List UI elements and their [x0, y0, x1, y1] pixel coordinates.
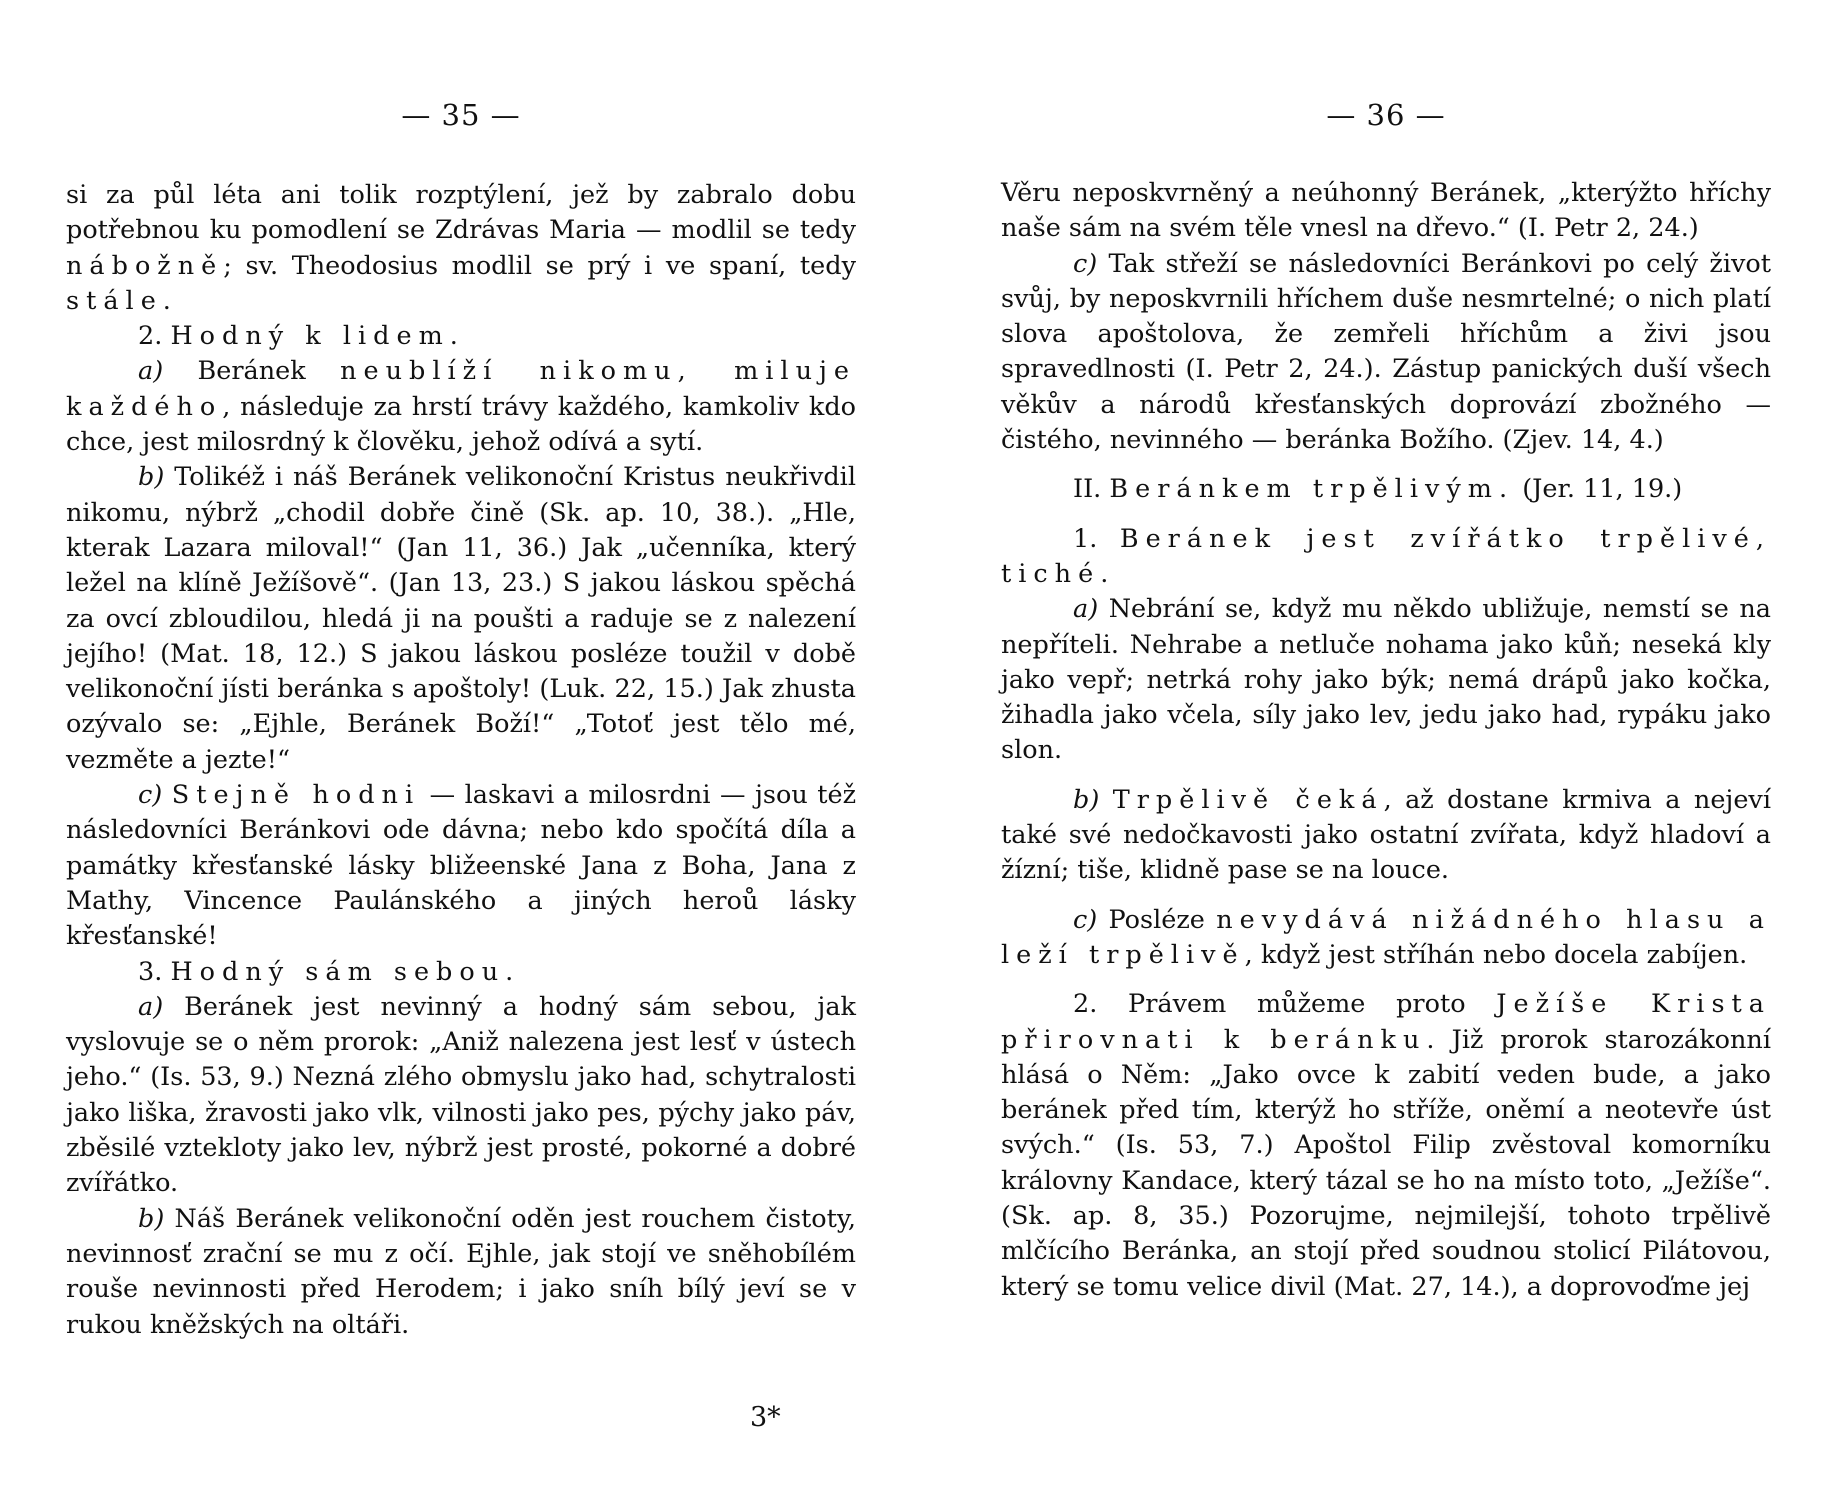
heading-text: Beránkem trpělivým. — [1109, 474, 1515, 505]
text-run: . Již prorok starozákonní hlásá o Něm: „Jako ovce k zabití veden bude, a jako beránek před tím, kterýž ho stříže, oněmí a neotevře úst svých.“ (Is. 53, 7.) Apoštol Filip zvěstoval komorníku královny Kandace, který tázal se ho na místo toto, „Ježíše“. (Sk. ap. 8, 35.) Pozorujme, nejmilejší, tohoto trpělivě mlčícího Beránka, an stojí před soudnou stolicí Pilátovou, který se tomu velice divil (Mat. 27, 14.), a doprovoďme jej — [1001, 1024, 1771, 1302]
item-label: a) — [138, 991, 164, 1022]
item-label: b) — [1073, 784, 1100, 815]
paragraph — [66, 990, 856, 1202]
text-run: si za půl léta ani tolik rozptýlení, jež by zabralo dobu potřebnou ku pomodlení se Zdrávas Maria — modlil se tedy — [66, 180, 856, 246]
spaced-emphasis: nevydává nižádného hlasu a leží trpělivě — [1001, 904, 1772, 970]
text-run: . — [162, 285, 171, 316]
heading-number: 2. — [138, 321, 171, 352]
item-label: c) — [1073, 248, 1098, 279]
paragraph — [1001, 783, 1771, 889]
item-label: b) — [138, 462, 165, 493]
spaced-emphasis: neublíží nikomu, miluje každého — [66, 356, 856, 422]
heading-number: 3. — [138, 956, 171, 987]
paragraph: Věru neposkvrněný a neúhonný Beránek, „kterýžto hříchy naše sám na svém těle vnesl na dřevo.“ (I. Petr 2, 24.) — [1001, 178, 1771, 244]
item-label: c) — [138, 780, 163, 811]
text-run: Tolikéž i náš Beránek velikonoční Kristus neukřivdil nikomu, nýbrž „chodil dobře čině (Sk. ap. 10, 38.). „Hle, kterak Lazara miloval!“ (Jan 11, 36.) Jak „učenníka, který ležel na klíně Ježíšově“. (Jan 13, 23.) S jakou láskou spěchá za ovcí zbloudilou, hledá ji na poušti a raduje se z nalezení jejího! (Mat. 18, 12.) S jakou láskou posléze toužil v době velikonoční jísti beránka s apoštoly! (Luk. 22, 15.) Jak zhusta ozývalo se: „Ejhle, Beránek Boží!“ „Totoť jest tělo mé, vezměte a jezte!“ — [66, 462, 856, 775]
text-run: Posléze — [1097, 904, 1217, 935]
section-heading — [1001, 472, 1771, 507]
heading-text: Beránek jest zvířátko trpělivé, tiché. — [1001, 523, 1772, 589]
heading-text: Hodný sám sebou. — [170, 956, 521, 987]
paragraph — [1001, 987, 1771, 1305]
item-label: a) — [1073, 594, 1099, 625]
section-heading — [66, 955, 856, 990]
printer-signature: 3* — [750, 1402, 781, 1433]
text-run: 2. Právem můžeme proto — [1073, 989, 1497, 1020]
right-page-text — [1001, 176, 1771, 1305]
text-run: Nebrání se, když mu někdo ubližuje, nemstí se na nepříteli. Nehrabe a netluče nohama jako kůň; neseká kly jako vepř; netrká rohy jako býk; nemá drápů jako kočka, žihadla jako včela, síly jako lev, jedu jako had, rypáku jako slon. — [1001, 594, 1771, 766]
heading-text: Hodný k lidem. — [170, 321, 465, 352]
spaced-emphasis: stále — [66, 285, 163, 316]
paragraph — [66, 354, 856, 460]
section-heading — [66, 319, 856, 354]
paragraph — [1001, 592, 1771, 768]
paragraph — [66, 178, 856, 319]
section-heading — [1001, 522, 1771, 593]
spaced-emphasis: Stejně hodni — [171, 780, 421, 811]
heading-number: 1. — [1073, 523, 1120, 554]
paragraph — [66, 1202, 856, 1343]
page-number: — 36 — — [1326, 98, 1446, 132]
text-run — [162, 780, 172, 810]
heading-reference: (Jer. 11, 19.) — [1514, 474, 1683, 505]
text-run: ; sv. Theodosius modlil se prý i ve spaní, tedy — [223, 250, 856, 281]
text-run: Beránek jest nevinný a hodný sám sebou, jak vyslovuje se o něm prorok: „Aniž nalezena jest lesť v ústech jeho.“ (Is. 53, 9.) Nezná zlého obmyslu jako had, schytralosti jako liška, žravosti jako vlk, vilnosti jako pes, pýchy jako páv, zběsilé vztekloty jako lev, nýbrž jest prosté, pokorné a dobré zvířátko. — [66, 991, 856, 1199]
left-page-text — [66, 178, 856, 1343]
paragraph — [1001, 247, 1771, 459]
text-run: — laskavi a milosrdni — jsou též následovníci Beránkovi ode dávna; nebo kdo spočítá díla a památky křesťanské lásky bližeenské Jana z Boha, Jana z Mathy, Vincence Paulánského a jiných heroů lásky křesťanské! — [66, 780, 857, 952]
text-run: Beránek — [163, 356, 341, 387]
spaced-emphasis: Trpělivě čeká — [1112, 784, 1384, 815]
spaced-emphasis: Ježíše Krista přirovnati k beránku — [1001, 989, 1771, 1055]
heading-number: II. — [1073, 474, 1110, 505]
text-run: Náš Beránek velikonoční oděn jest rouchem čistoty, nevinnosť zrační se mu z očí. Ejhle, jak stojí ve sněhobílém rouše nevinnosti před Herodem; i jako sníh bílý jeví se v rukou kněžských na oltáři. — [66, 1203, 856, 1340]
text-run: , když jest stříhán nebo docela zabíjen. — [1244, 939, 1748, 970]
text-run: , až dostane krmiva a nejeví také své nedočkavosti jako ostatní zvířata, když hladoví a žízní; tiše, klidně pase se na louce. — [1001, 784, 1771, 886]
item-label: a) — [138, 356, 164, 387]
text-run: , následuje za hrstí trávy každého, kamkoliv kdo chce, jest milosrdný k člověku, jehož odívá a sytí. — [66, 391, 856, 458]
paragraph — [66, 778, 856, 954]
paragraph — [66, 460, 856, 778]
spaced-emphasis: nábožně — [66, 250, 224, 281]
item-label: b) — [138, 1203, 165, 1234]
text-run — [1099, 785, 1112, 815]
page-number: — 35 — — [401, 98, 521, 132]
text-run: Tak střeží se následovníci Beránkovi po celý život svůj, by neposkvrnili hříchem duše nesmrtelné; o nich platí slova apoštolova, že zemřeli hříchům a živi jsou spravedlnosti (I. Petr 2, 24.). Zástup panických duší všech věkův a národů křesťanských doprovází zbožného — čistého, nevinného — beránka Božího. (Zjev. 14, 4.) — [1001, 248, 1771, 456]
item-label: c) — [1073, 904, 1098, 935]
paragraph — [1001, 903, 1771, 974]
